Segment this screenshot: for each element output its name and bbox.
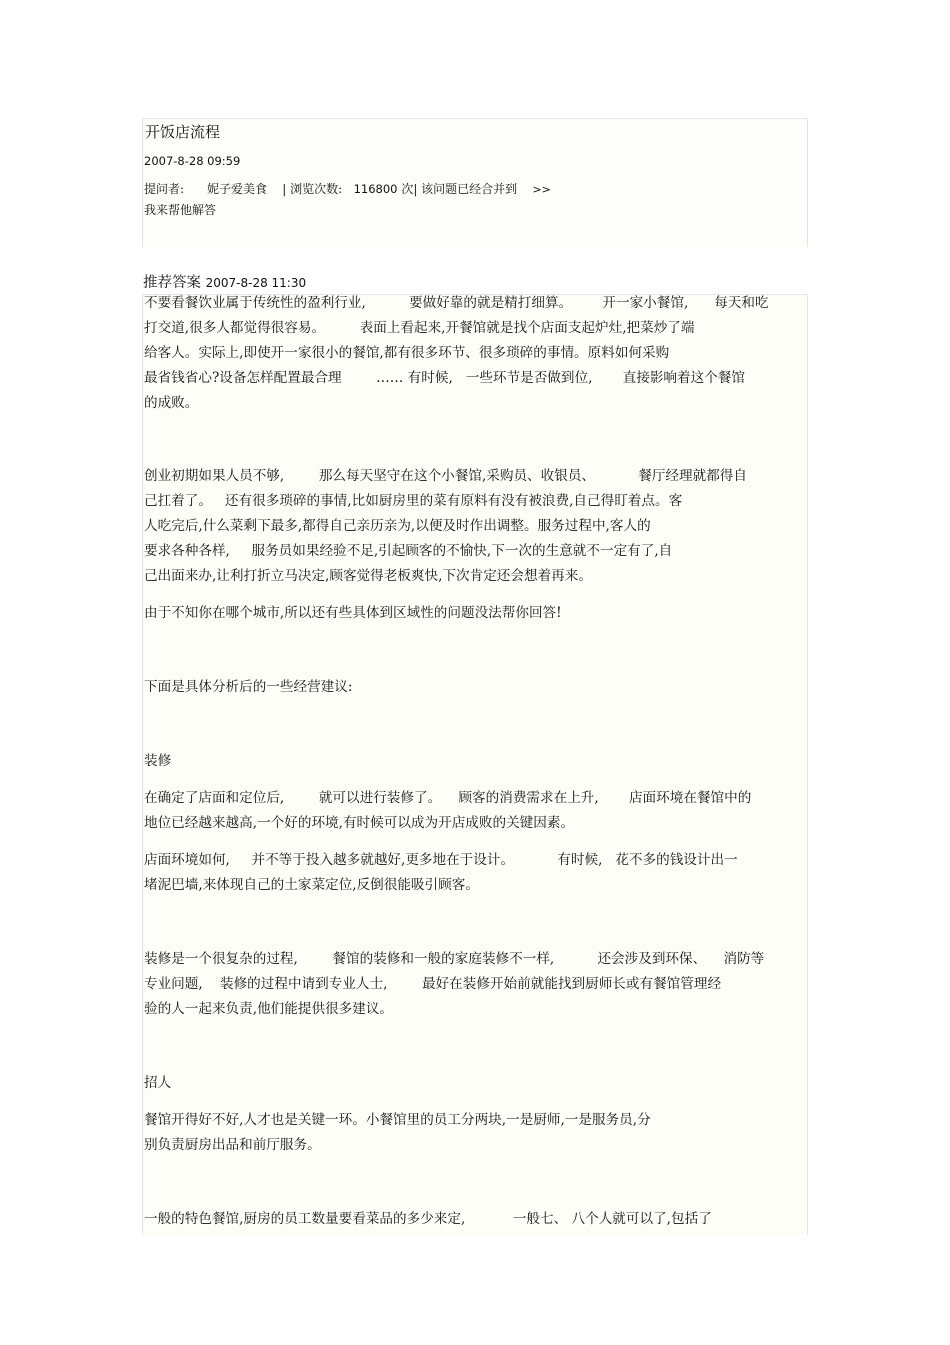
answer-line: 店面环境如何, 并不等于投入越多就越好,更多地在于设计。 有时候, 花不多的钱设计出一 — [144, 852, 738, 868]
answer-line: 别负责厨房出品和前厅服务。 — [144, 1137, 321, 1153]
answer-heading: 推荐答案 — [143, 275, 201, 291]
answer-line: 要求各种各样, 服务员如果经验不足,引起顾客的不愉快,下一次的生意就不一定有了,自 — [144, 543, 673, 559]
views-count: 116800 — [353, 182, 398, 196]
answer-line: 打交道,很多人都觉得很容易。 表面上看起来,开餐馆就是找个店面支起炉灶,把菜炒了端 — [144, 320, 695, 336]
answer-question-link[interactable]: 我来帮他解答 — [144, 203, 217, 217]
answer-line: 己扛着了。 还有很多琐碎的事情,比如厨房里的菜有原料有没有被浪费,自己得盯着点。客 — [144, 493, 683, 509]
answer-line: 最省钱省心?设备怎样配置最合理 …… 有时候, 一些环节是否做到位, 直接影响着这个餐馆 — [144, 370, 745, 386]
asker-name-link[interactable]: 妮子爱美食 — [206, 182, 267, 196]
answer-line: 己出面来办,让利打折立马决定,顾客觉得老板爽快,下次肯定还会想着再来。 — [144, 568, 592, 584]
question-panel — [142, 118, 808, 247]
answer-date: 2007-8-28 11:30 — [205, 276, 307, 290]
answer-line: 地位已经越来越高,一个好的环境,有时候可以成为开店成败的关键因素。 — [144, 815, 575, 831]
views-suffix: 次| 该问题已经合并到 — [401, 182, 518, 196]
answer-line: 在确定了店面和定位后, 就可以进行装修了。 顾客的消费需求在上升, 店面环境在餐馆中的 — [144, 790, 752, 806]
answer-line: 下面是具体分析后的一些经营建议: — [144, 679, 353, 695]
answer-line: 餐馆开得好不好,人才也是关键一环。小餐馆里的员工分两块,一是厨师,一是服务员,分 — [144, 1112, 651, 1128]
answer-line: 一般的特色餐馆,厨房的员工数量要看菜品的多少来定, 一般七、 八个人就可以了,包括了 — [144, 1211, 712, 1227]
section-heading-decoration: 装修 — [144, 753, 172, 769]
answer-line: 人吃完后,什么菜剩下最多,都得自己亲历亲为,以便及时作出调整。服务过程中,客人的 — [144, 518, 651, 534]
answer-line: 由于不知你在哪个城市,所以还有些具体到区域性的问题没法帮你回答! — [144, 605, 562, 621]
answer-line: 装修是一个很复杂的过程, 餐馆的装修和一般的家庭装修不一样, 还会涉及到环保、 消防等 — [144, 951, 765, 967]
question-title: 开饭店流程 — [145, 123, 221, 141]
question-meta — [144, 180, 551, 197]
views-label: | 浏览次数: — [282, 182, 343, 196]
answer-line: 验的人一起来负责,他们能提供很多建议。 — [144, 1001, 394, 1017]
question-date: 2007-8-28 09:59 — [144, 154, 241, 168]
answer-line: 给客人。实际上,即使开一家很小的餐馆,都有很多环节、很多琐碎的事情。原料如何采购 — [144, 345, 670, 361]
answer-line: 堵泥巴墙,来体现自己的土家菜定位,反倒很能吸引顾客。 — [144, 877, 479, 893]
section-heading-recruit: 招人 — [144, 1075, 172, 1091]
answer-header — [143, 271, 306, 292]
answer-line: 的成败。 — [144, 395, 199, 411]
answer-panel — [142, 294, 808, 1235]
asker-label: 提问者: — [144, 182, 185, 196]
answer-line: 创业初期如果人员不够, 那么每天坚守在这个小餐馆,采购员、收银员、 餐厅经理就都得自 — [144, 468, 747, 484]
answer-line: 专业问题, 装修的过程中请到专业人士, 最好在装修开始前就能找到厨师长或有餐馆管理经 — [144, 976, 722, 992]
merged-question-link[interactable]: >> — [532, 183, 551, 196]
answer-line: 不要看餐饮业属于传统性的盈利行业, 要做好靠的就是精打细算。 开一家小餐馆, 每天和吃 — [144, 295, 769, 311]
